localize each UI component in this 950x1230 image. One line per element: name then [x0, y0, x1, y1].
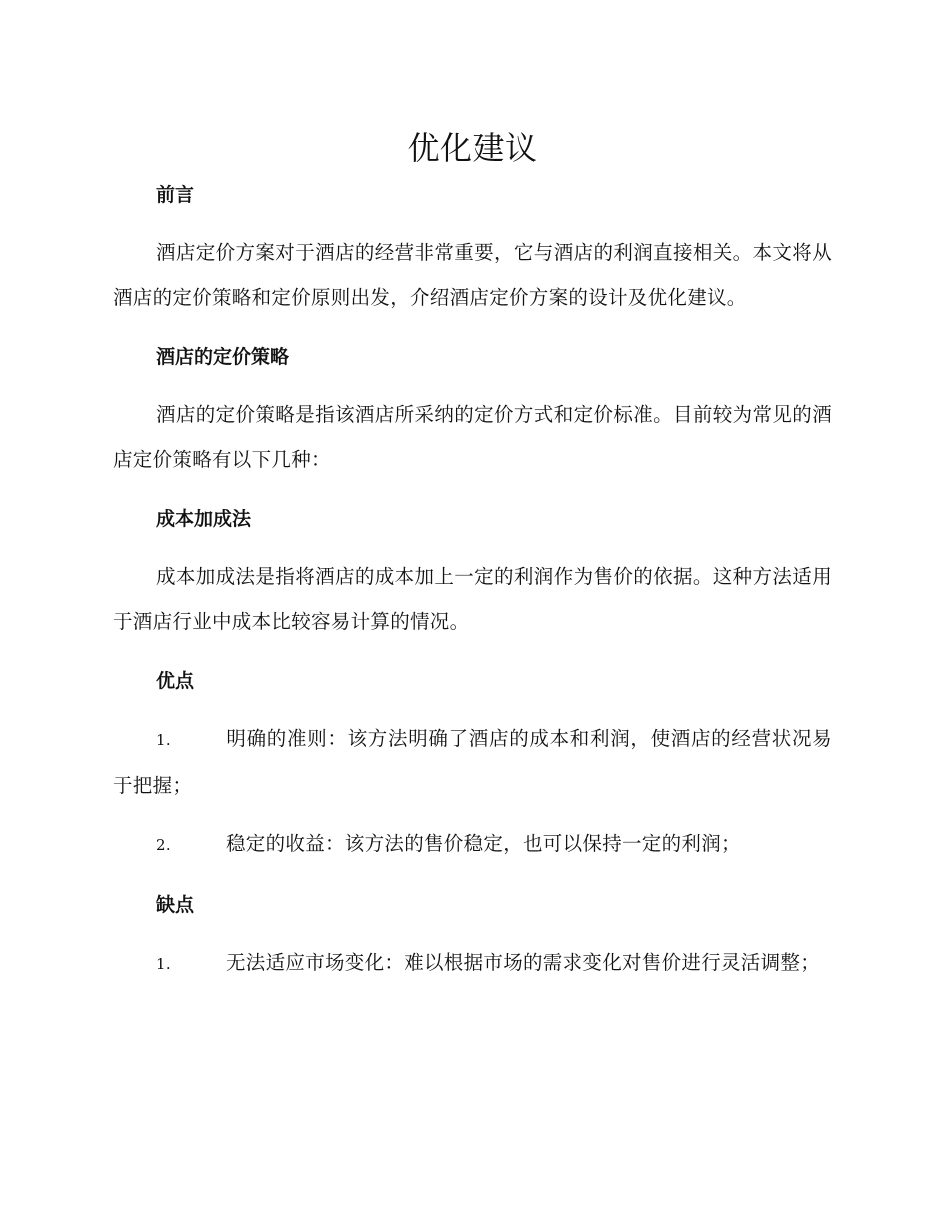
- costplus-heading: 成本加成法: [156, 508, 252, 530]
- list-number: 2.: [156, 836, 171, 854]
- strategy-paragraph: 酒店的定价策略是指该酒店所采纳的定价方式和定价标准。目前较为常见的酒店定价策略有以下几种：: [113, 403, 832, 471]
- list-item: [113, 821, 832, 868]
- document-title: 优化建议: [407, 129, 538, 167]
- list-number: 1.: [156, 955, 171, 973]
- list-item: [113, 716, 832, 808]
- preface-heading: 前言: [156, 184, 195, 206]
- list-number: 1.: [156, 731, 171, 749]
- strategy-heading: 酒店的定价策略: [156, 346, 290, 368]
- list-item-text: 无法适应市场变化：难以根据市场的需求变化对售价进行灵活调整；: [226, 951, 821, 974]
- costplus-paragraph: 成本加成法是指将酒店的成本加上一定的利润作为售价的依据。这种方法适用于酒店行业中成本比较容易计算的情况。: [113, 565, 832, 633]
- cons-list: [113, 940, 832, 987]
- pros-list: [113, 716, 832, 868]
- list-item-text: 稳定的收益：该方法的售价稳定，也可以保持一定的利润；: [226, 832, 741, 855]
- list-item: [113, 940, 832, 987]
- cons-heading: 缺点: [156, 894, 195, 916]
- list-item-text: 明确的准则：该方法明确了酒店的成本和利润，使酒店的经营状况易于把握；: [113, 727, 832, 797]
- preface-paragraph: 酒店定价方案对于酒店的经营非常重要，它与酒店的利润直接相关。本文将从酒店的定价策略和定价原则出发，介绍酒店定价方案的设计及优化建议。: [113, 241, 832, 309]
- pros-heading: 优点: [156, 670, 195, 692]
